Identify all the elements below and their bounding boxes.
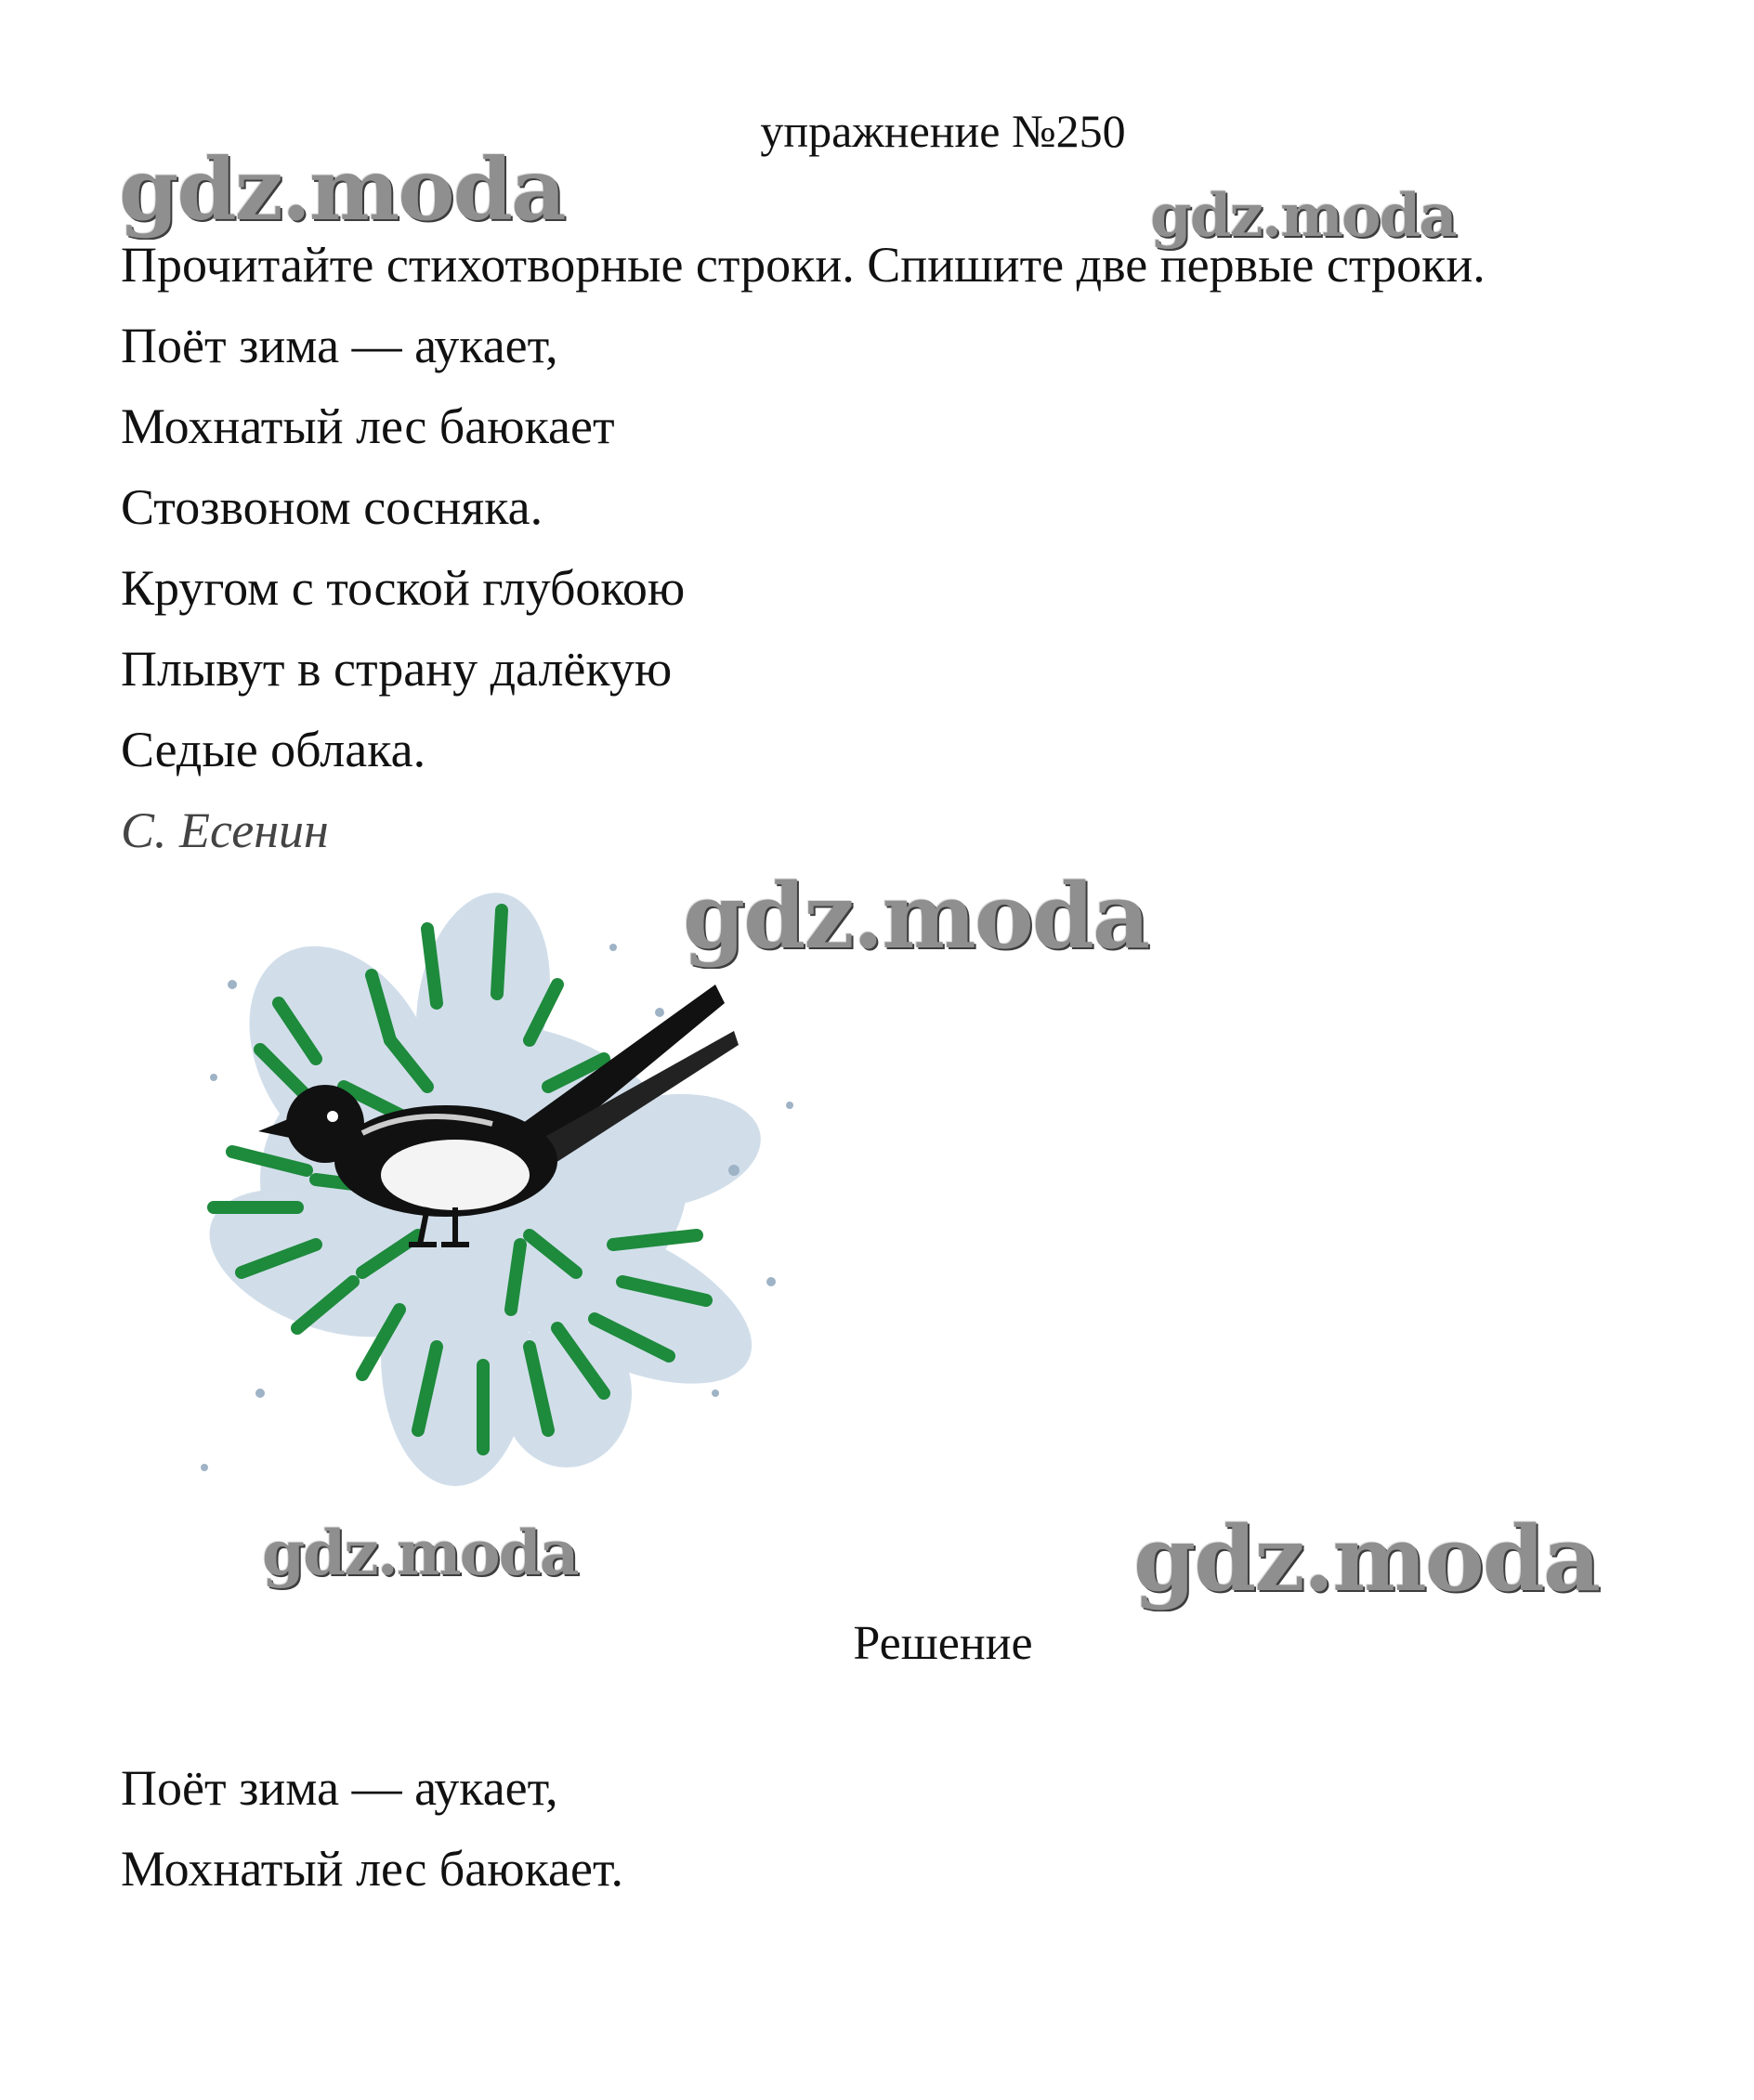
poem-line: Поёт зима — аукает, [121,318,558,373]
poem-line: Седые облака. [121,722,426,777]
solution-title: Решение [853,1617,1033,1670]
magpie-illustration [177,873,864,1523]
task-text: Прочитайте стихотворные строки. Спишите две первые строки. [121,237,1486,293]
watermark: gdz.moda [1150,181,1456,251]
poem-line: Мохнатый лес баюкает [121,398,615,454]
solution-line: Поёт зима — аукает, [121,1760,558,1816]
watermark: gdz.moda [1133,1507,1600,1611]
poem-author: С. Есенин [121,802,329,858]
exercise-title: упражнение №250 [760,105,1126,157]
watermark: gdz.moda [683,864,1149,969]
poem-line: Плывут в страну далёкую [121,641,673,697]
poem-line: Стозвоном сосняка. [121,479,543,535]
solution-line: Мохнатый лес баюкает. [121,1841,623,1897]
watermark: gdz.moda [119,139,565,240]
poem-line: Кругом с тоской глубокою [121,560,686,616]
watermark: gdz.moda [262,1517,578,1589]
